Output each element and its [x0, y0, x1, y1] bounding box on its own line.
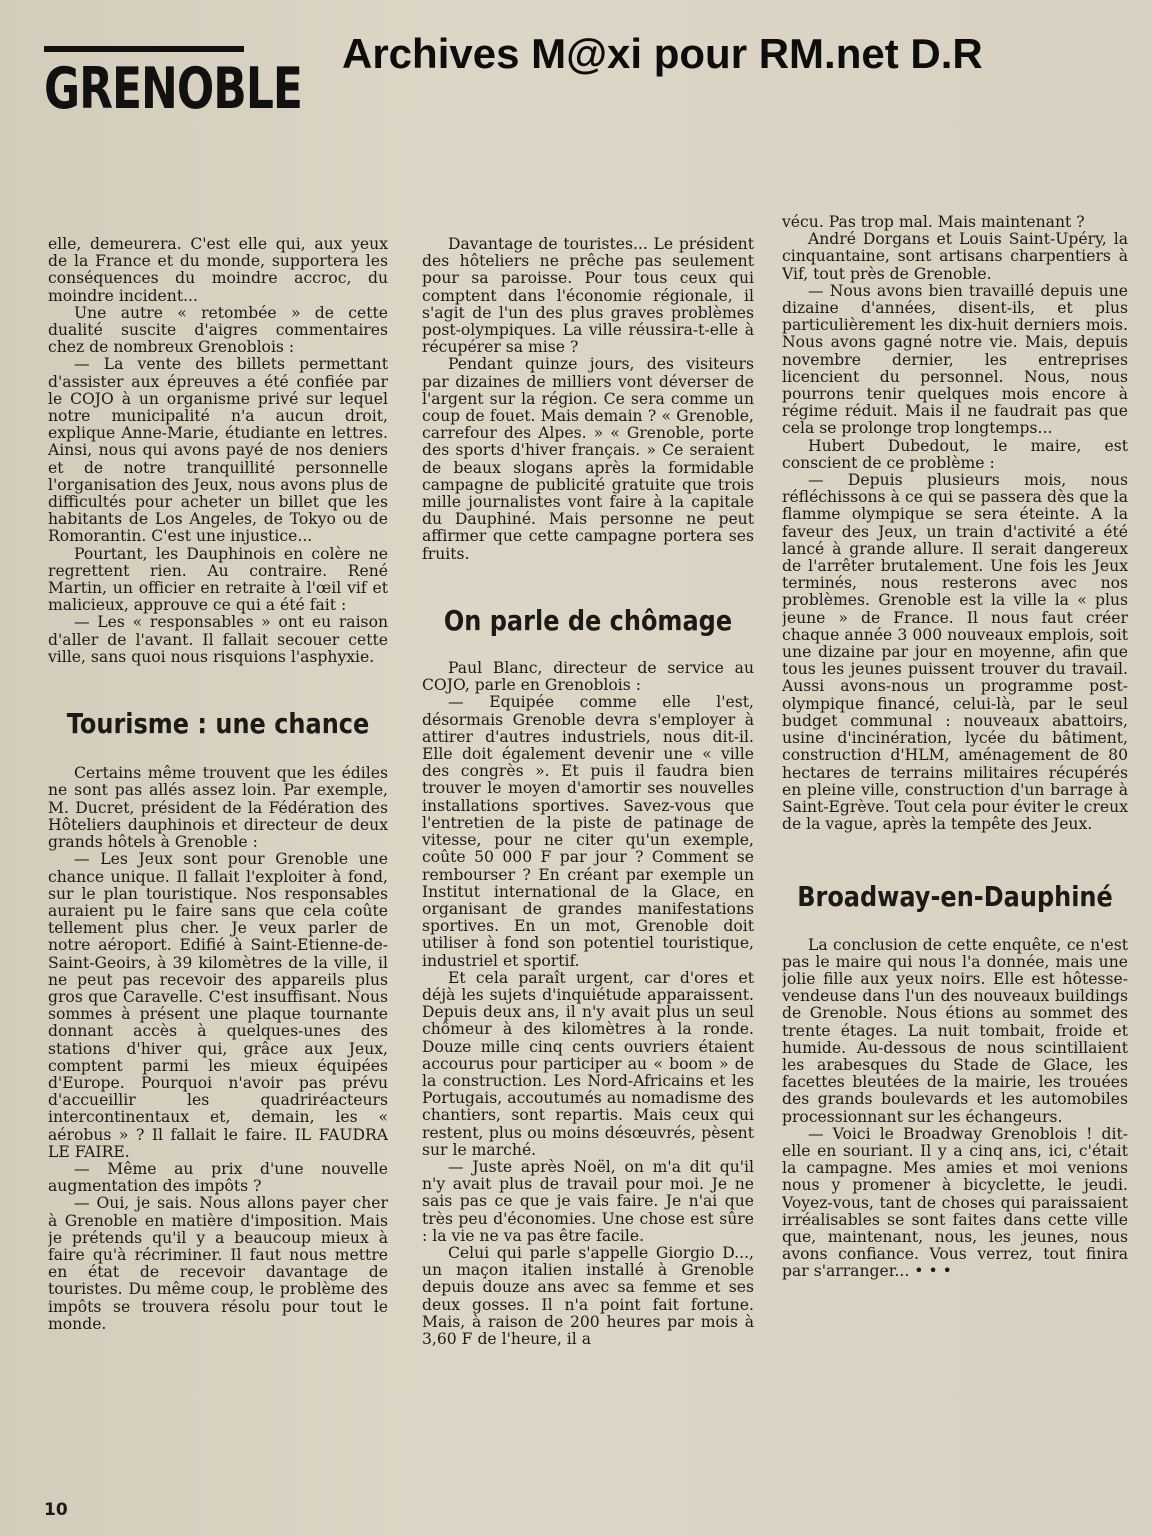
- paragraph: Pendant quinze jours, des visiteurs par dizaines de milliers vont déverser de l'argent sur la région. Ce sera comme un coup de fouet. Mais demain ? « Grenoble, carrefour des Alpes. » « Grenoble, porte des sports d'hiver français. » Ce seraient de beaux slogans après la formidable campagne de publicité gratuite que trois mille journalistes vont faire à la capitale du Dauphiné. Mais personne ne peut affirmer que cette campagne portera ses fruits.: [422, 355, 754, 563]
- section-heading-broadway: Broadway-en-Dauphiné: [797, 881, 1113, 914]
- paragraph: Hubert Dubedout, le maire, est conscient de ce problème :: [782, 436, 1128, 472]
- paragraph: — La vente des billets permettant d'assister aux épreuves a été confiée par le COJO à un organisme privé sur lequel notre municipalité n'a aucun droit, explique Anne-Marie, étudiante en lettres. Ainsi, nous qui avons payé de nos deniers et de notre tranquillité personnelle l'organisation des Jeux, nous avons plus de difficultés pour acheter un billet que les habitants de Los Angeles, de Tokyo ou de Romorantin. C'est une injustice...: [48, 355, 388, 546]
- paragraph: André Dorgans et Louis Saint-Upéry, la cinquantaine, sont artisans charpentiers à Vif, tout près de Grenoble.: [782, 230, 1128, 283]
- column-3: [782, 214, 1128, 1504]
- archive-watermark: Archives M@xi pour RM.net D.R: [342, 30, 983, 77]
- section-rubric: GRENOBLE: [44, 56, 302, 123]
- paragraph: La conclusion de cette enquête, ce n'est pas le maire qui nous l'a donnée, mais une jolie fille aux yeux noirs. Elle est hôtesse-vendeuse dans l'un des nouveaux buildings de Grenoble. Nous étions au sommet des trente étages. La nuit tombait, froide et humide. Au-dessous de nous scintillaient les arabesques du Stade de Glace, les facettes bleutées de la mairie, les trouées des grands boulevards et les automobiles processionnant sur les échangeurs.: [782, 935, 1128, 1126]
- paragraph: — Nous avons bien travaillé depuis une dizaine d'années, disent-ils, et plus particulièrement les dix-huit derniers mois. Nous avons gagné notre vie. Mais, depuis novembre dernier, les entreprises licencient du personnel. Nous, nous pourrons tenir quelques mois encore à régime réduit. Mais il ne faudrait pas que cela se prolonge trop longtemps...: [782, 281, 1128, 438]
- paragraph: vécu. Pas trop mal. Mais maintenant ?: [782, 214, 1085, 231]
- paragraph: Davantage de touristes... Le président des hôteliers ne prêche pas seulement pour sa paroisse. Pour tous ceux qui comptent dans l'économie régionale, il s'agit de l'un des plus graves problèmes post-olympiques. La ville réussira-t-elle à récupérer sa mise ?: [422, 236, 754, 357]
- paragraph: — Juste après Noël, on m'a dit qu'il n'y avait plus de travail pour moi. Je ne sais pas ce que je vais faire. Je n'ai que très peu d'économies. Une chose est sûre : la vie ne va pas être facile.: [422, 1157, 754, 1245]
- paragraph: — Voici le Broadway Grenoblois ! dit-elle en souriant. Il y a cinq ans, ici, c'était la campagne. Mes amies et moi venions nous y promener à bicyclette, le jeudi. Voyez-vous, tant de choses qui paraissaient irréalisables se sont faites dans cette ville que, maintenant, nous, les jeunes, nous avons confiance. Vous verrez, tout finira par s'arranger... • • •: [782, 1124, 1128, 1281]
- paragraph: — Equipée comme elle l'est, désormais Grenoble devra s'employer à attirer d'autres industriels, nous dit-il. Elle doit également devenir une « ville des congrès ». Et puis il faudra bien trouver le moyen d'amortir ses nouvelles installations sportives. Savez-vous que l'entretien de la piste de patinage de vitesse, pour ne citer qu'un exemple, coûte 50 000 F par jour ? Comment se rembourser ? En créant par exemple un Institut international de la Glace, en organisant de grandes manifestations sportives. En un mot, Grenoble doit utiliser à fond son potentiel touristique, industriel et sportif.: [422, 693, 754, 970]
- paragraph: — Les « responsables » ont eu raison d'aller de l'avant. Il fallait secouer cette ville, sans quoi nous risquions l'asphyxie.: [48, 613, 388, 666]
- paragraph: Celui qui parle s'appelle Giorgio D..., un maçon italien installé à Grenoble depuis douze ans avec sa femme et ses deux gosses. Il n'a point fait fortune. Mais, à raison de 200 heures par mois à 3,60 F de l'heure, il a: [422, 1243, 754, 1348]
- page-number: 10: [44, 1500, 68, 1520]
- section-heading-chomage: On parle de chômage: [443, 604, 733, 637]
- paragraph: Paul Blanc, directeur de service au COJO, parle en Grenoblois :: [422, 659, 754, 695]
- paragraph: Une autre « retombée » de cette dualité suscite d'aigres commentaires chez de nombreux Grenoblois :: [48, 303, 388, 357]
- section-heading-tourisme: Tourisme : une chance: [66, 707, 370, 741]
- paragraph: Pourtant, les Dauphinois en colère ne regrettent rien. Au contraire. René Martin, un officier en retraite à l'œil vif et malicieux, approuve ce qui a été fait :: [48, 544, 388, 615]
- paragraph: — Depuis plusieurs mois, nous réfléchissons à ce qui se passera dès que la flamme olympique se sera éteinte. A la faveur des Jeux, un train d'activité a été lancé à grande allure. Il serait dangereux de l'arrêter brutalement. Une fois les Jeux terminés, nous resterons avec nos problèmes. Grenoble est la ville la « plus jeune » de France. Il nous faut créer chaque année 3 000 nouveaux emplois, soit une dizaine par jour en moyenne, afin que tous les jeunes puissent trouver du travail. Aussi avons-nous un programme post-olympique financé, celui-là, par le seul budget communal : nouveaux abattoirs, usine d'incinération, lycée du bâtiment, construction d'HLM, aménagement de 80 hectares de terrains militaires récupérés en pleine ville, construction d'un barrage à Saint-Egrève. Tout cela pour éviter le creux de la vague, après la tempête des Jeux.: [782, 471, 1128, 834]
- rubric-rule: [44, 46, 244, 52]
- paragraph: — Les Jeux sont pour Grenoble une chance unique. Il fallait l'exploiter à fond, sur le plan touristique. Nos responsables auraient pu le faire sans que cela coûte tellement plus cher. Je veux parler de notre aéroport. Edifié à Saint-Etienne-de-Saint-Geoirs, à 39 kilomètres de la ville, il ne peut pas recevoir des appareils plus gros que Caravelle. C'est insuffisant. Nous sommes à présent une plaque tournante donnant accès à quelques-unes des stations d'hiver qui, grâce aux Jeux, comptent parmi les mieux équipées d'Europe. Pourquoi n'avoir pas prévu d'accueillir les quadriréacteurs intercontinentaux et, demain, les « aérobus » ? Il fallait le faire. IL FAUDRA LE FAIRE.: [48, 850, 388, 1161]
- paragraph: elle, demeurera. C'est elle qui, aux yeux de la France et du monde, supportera les conséquences du moindre accroc, du moindre incident...: [48, 236, 388, 305]
- paragraph: — Même au prix d'une nouvelle augmentation des impôts ?: [48, 1159, 388, 1196]
- paragraph: Certains même trouvent que les édiles ne sont pas allés assez loin. Par exemple, M. Ducret, président de la Fédération des Hôteliers dauphinois et directeur de deux grands hôtels à Grenoble :: [48, 764, 388, 852]
- paragraph: Et cela paraît urgent, car d'ores et déjà les sujets d'inquiétude apparaissent. Depuis deux ans, il n'y avait plus un seul chômeur à des kilomètres à la ronde. Douze mille cinq cents ouvriers étaient accourus pour participer au « boom » de la construction. Les Nord-Africains et les Portugais, accoutumés au nomadisme des chantiers, sont repartis. Mais ceux qui restent, plus ou moins désœuvrés, pèsent sur le marché.: [422, 968, 754, 1159]
- column-2: [422, 236, 754, 1506]
- paragraph: — Oui, je sais. Nous allons payer cher à Grenoble en matière d'imposition. Mais je prétends qu'il y a beaucoup mieux à faire qu'à récriminer. Il faut nous mettre en état de recevoir davantage de touristes. Du même coup, le problème des impôts se trouvera résolu pour tout le monde.: [48, 1194, 388, 1333]
- column-1: [48, 236, 388, 1501]
